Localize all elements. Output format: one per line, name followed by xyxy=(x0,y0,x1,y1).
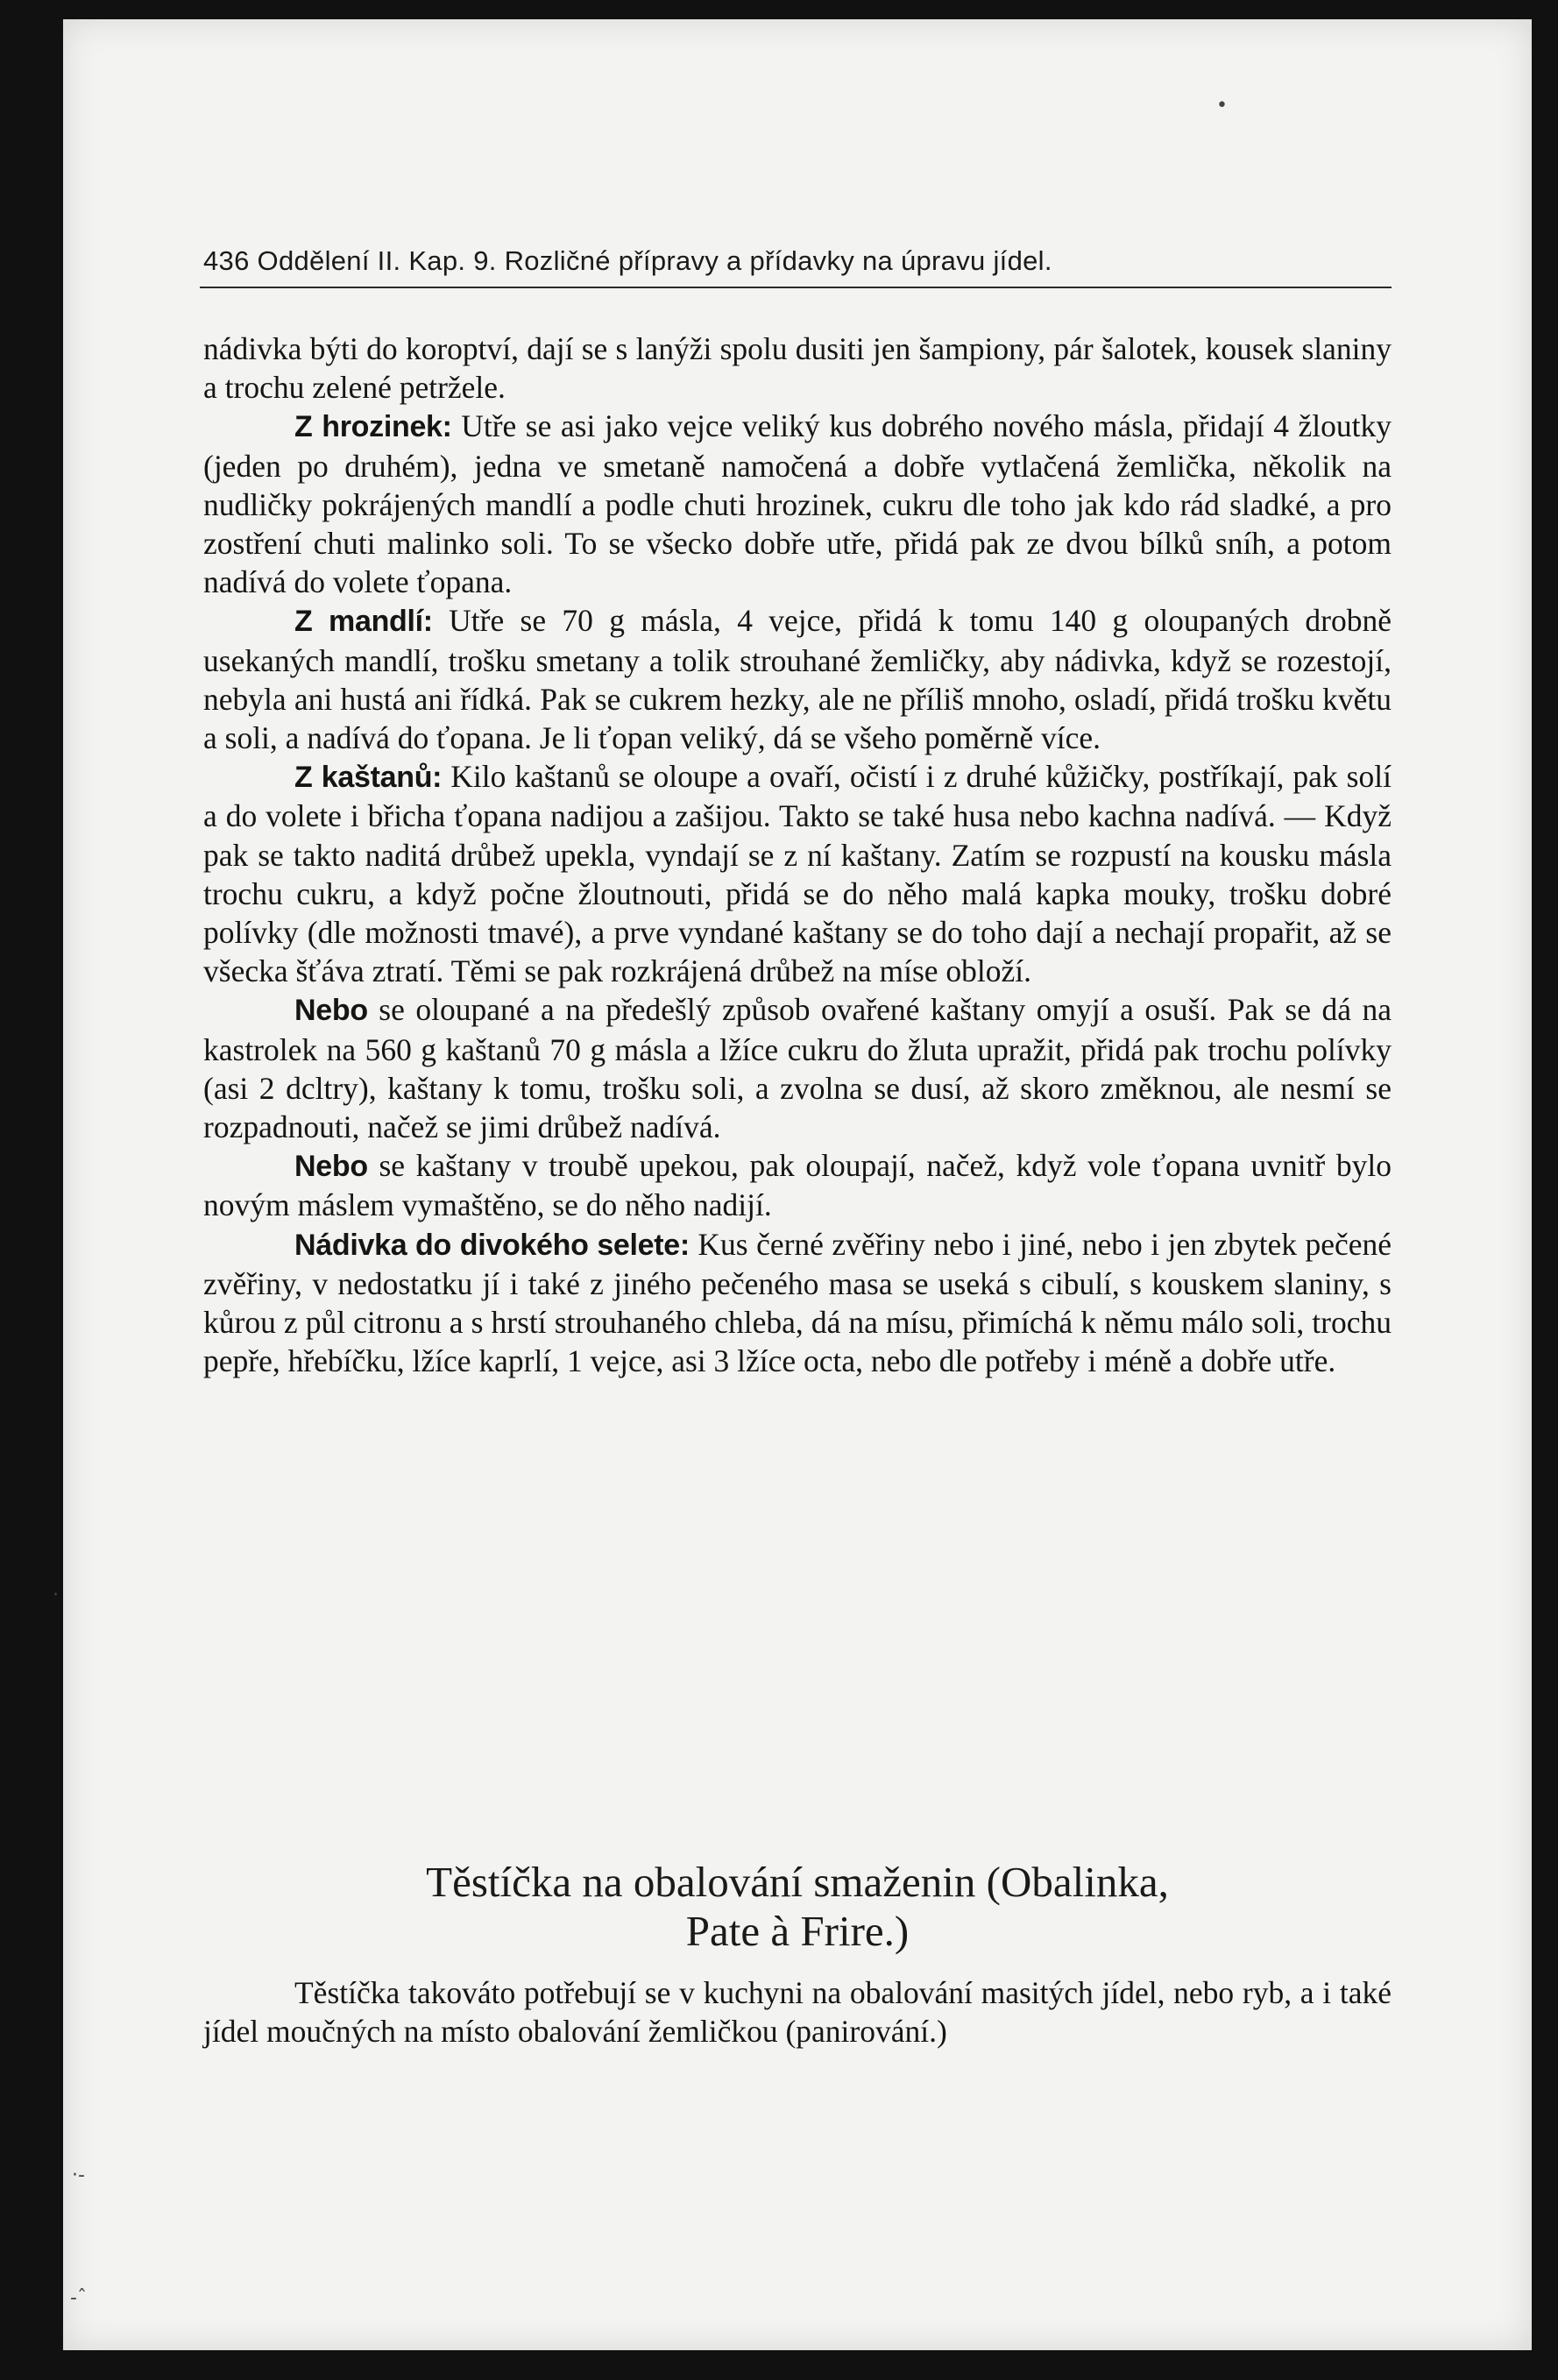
paragraph-text: Kilo kaštanů se oloupe a ovaří, očistí i z druhé kůžičky, postříkají, pak solí a do volete i břicha ťopana nadijou a zašijou. Takto se také husa nebo kachna nadívá. — Když pak se takto naditá drůbež upekla, vyndají se z ní kaštany. Zatím se rozpustí na kousku másla trochu cukru, a když počne žloutnouti, přidá se do něho malá kapka mouky, trošku dobré polívky (dle možnosti tmavé), a prve vyndané kaštany se do toho dají a nechají propařit, až se všecka šťáva ztratí. Těmi se pak rozkrájená drůbež na míse obloží. xyxy=(203,759,1392,989)
paragraph-lead: Z hrozinek: xyxy=(294,410,452,444)
paragraph-text: se oloupané a na předešlý způsob ovařené kaštany omyjí a osuší. Pak se dá na kastrolek na 560 g kaštanů 70 g másla a lžíce cukru do žluta upražit, přidá pak trochu polívky (asi 2 dcltry), kaštany k tomu, trošku soli, a zvolna se dusí, až skoro změknou, ale nesmí se rozpadnouti, načež se jimi drůbež nadívá. xyxy=(203,992,1392,1145)
header-rule xyxy=(200,287,1392,288)
margin-mark: -ˆ xyxy=(70,2287,87,2309)
paragraph-nebo-1 xyxy=(203,990,1392,1146)
paragraph-nebo-2 xyxy=(203,1146,1392,1224)
paragraph-lead: Nádivka do divokého selete: xyxy=(294,1228,690,1262)
section-paragraph: Těstíčka takováto potřebují se v kuchyni na obalování masitých jídel, nebo ryb, a i také jídel moučných na místo obalování žemličkou (panirování.) xyxy=(203,1975,1392,2050)
scan-speck: • xyxy=(1216,95,1228,117)
paragraph-continuation: nádivka býti do koroptví, dají se s lanýži spolu dusiti jen šampiony, pár šalotek, kousek slaniny a trochu zelené petržele. xyxy=(203,331,1392,406)
section-heading-line-2: Pate à Frire.) xyxy=(685,1907,910,1955)
margin-mark: · xyxy=(53,1584,59,1606)
paragraph-lead: Nebo xyxy=(294,994,368,1028)
section-heading-line-1: Těstíčka na obalování smaženin (Obalinka, xyxy=(426,1858,1169,1906)
margin-mark: ·- xyxy=(72,2164,85,2186)
paragraph-text: Kus černé zvěřiny nebo i jiné, nebo i jen zbytek pečené zvěřiny, v nedostatku jí i také z jiného pečeného masa se useká s cibulí, s kouskem slaniny, s kůrou z půl citronu a s hrstí strouhaného chleba, dá na mísu, přimíchá k němu málo soli, trochu pepře, hřebíčku, lžíce kaprlí, 1 vejce, asi 3 lžíce octa, nebo dle potřeby i méně a dobře utře. xyxy=(203,1226,1392,1379)
section-body xyxy=(203,1973,1392,2051)
paragraph-nadivka-selete xyxy=(203,1225,1392,1381)
paragraph-mandli xyxy=(203,601,1392,757)
paragraph-hrozinek xyxy=(203,407,1392,601)
paragraph-lead: Z mandlí: xyxy=(294,605,433,639)
paragraph-text: se kaštany v troubě upekou, pak oloupají, načež, když vole ťopana uvnitř bylo novým máslem vymaštěno, se do něho nadijí. xyxy=(203,1148,1392,1223)
paragraph-lead: Nebo xyxy=(294,1150,368,1184)
section-heading xyxy=(203,1858,1392,1956)
paragraph-lead: Z kaštanů: xyxy=(294,761,443,795)
running-header: 436 Oddělení II. Kap. 9. Rozličné přípravy a přídavky na úpravu jídel. xyxy=(203,245,1052,276)
paragraph-text: Utře se asi jako vejce veliký kus dobrého nového másla, přidají 4 žloutky (jeden po druhém), jedna ve smetaně namočená a dobře vytlačená žemlička, několik na nudličky pokrájených mandlí a podle chuti hrozinek, cukru dle toho jak kdo rád sladké, a pro zostření chuti malinko soli. To se všecko dobře utře, přidá pak ze dvou bílků sníh, a potom nadívá do volete ťopana. xyxy=(203,408,1392,600)
paragraph-kastanu xyxy=(203,757,1392,990)
body-text xyxy=(203,329,1392,1380)
paragraph-text: Utře se 70 g másla, 4 vejce, přidá k tomu 140 g oloupaných drobně usekaných mandlí, trošku smetany a tolik strouhané žemličky, aby nádivka, když se rozestojí, nebyla ani hustá ani řídká. Pak se cukrem hezky, ale ne příliš mnoho, osladí, přidá trošku květu a soli, a nadívá do ťopana. Je li ťopan veliký, dá se všeho poměrně více. xyxy=(203,603,1392,756)
